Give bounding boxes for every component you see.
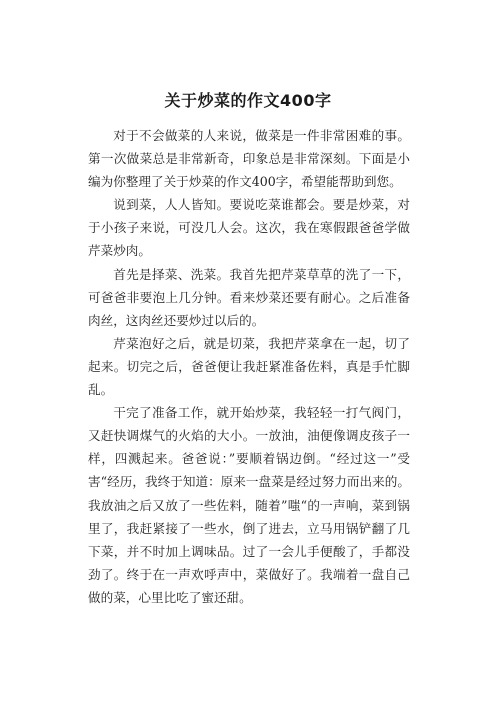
paragraph: 首先是择菜、洗菜。我首先把芹菜草草的洗了一下，可爸爸非要泡上几分钟。看来炒菜还要有耐心。之后准备肉丝，这肉丝还要炒过以后的。 — [88, 266, 410, 328]
paragraph: 干完了准备工作，就开始炒菜，我轻轻一打气阀门，又赶快调煤气的火焰的大小。一放油，油便像调皮孩子一样，四溅起来。爸爸说：”要顺着锅边倒。“经过这一”受害“经历，我终于知道：原来一盘菜是经过努力而出来的。我放油之后又放了一些佐料，随着”嗤“的一声响，菜到锅里了，我赶紧接了一些水，倒了进去，立马用锅铲翻了几下菜，并不时加上调味品。过了一会儿手便酸了，手都没劲了。终于在一声欢呼声中，菜做好了。我端着一盘自己做的菜，心里比吃了蜜还甜。 — [88, 405, 410, 605]
paragraph: 说到菜，人人皆知。要说吃菜谁都会。要是炒菜，对于小孩子来说，可没几人会。这次，我在寒假跟爸爸学做芹菜炒肉。 — [88, 197, 410, 259]
document-title: 关于炒菜的作文400字 — [164, 91, 332, 110]
document-body — [88, 124, 410, 609]
paragraph: 芹菜泡好之后，就是切菜，我把芹菜拿在一起，切了起来。切完之后，爸爸便让我赶紧准备佐料，真是手忙脚乱。 — [88, 335, 410, 398]
paragraph: 对于不会做菜的人来说，做菜是一件非常困难的事。第一次做菜总是非常新奇，印象总是非常深刻。下面是小编为你整理了关于炒菜的作文400字，希望能帮助到您。 — [88, 128, 410, 190]
